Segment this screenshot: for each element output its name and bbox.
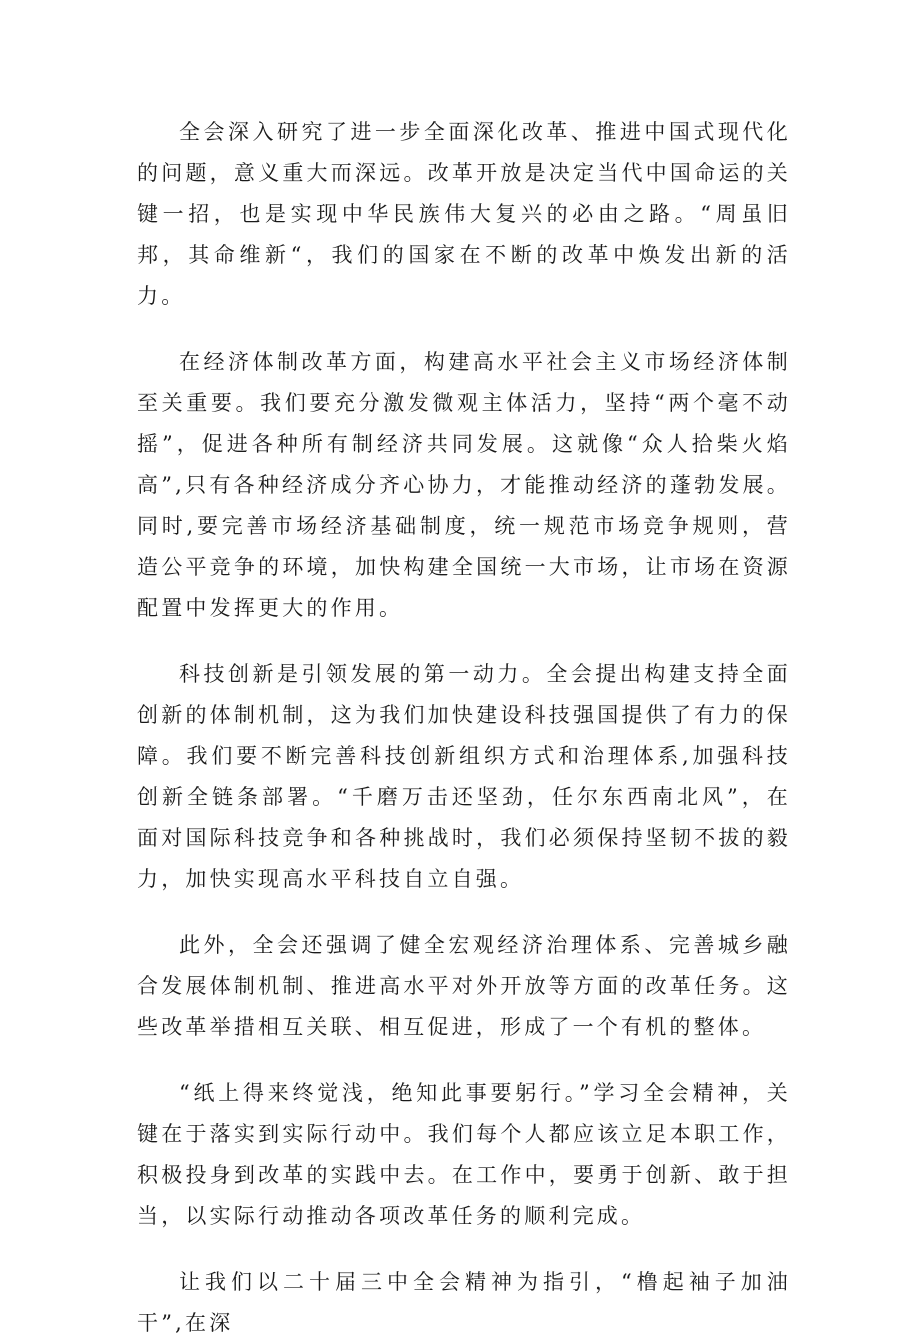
document-body [137,112,791,1344]
paragraph-5: “纸上得来终觉浅，绝知此事要躬行。”学习全会精神，关键在于落实到实际行动中。我们每个人都应该立足本职工作，积极投身到改革的实践中去。在工作中，要勇于创新、敢于担当，以实际行动推动各项改革任务的顺利完成。 [137,1081,791,1228]
paragraph-4: 此外，全会还强调了健全宏观经济治理体系、完善城乡融合发展体制机制、推进高水平对外开放等方面的改革任务。这些改革举措相互关联、相互促进，形成了一个有机的整体。 [137,933,791,1039]
paragraph-3: 科技创新是引领发展的第一动力。全会提出构建支持全面创新的体制机制，这为我们加快建设科技强国提供了有力的保障。我们要不断完善科技创新组织方式和治理体系,加强科技创新全链条部署。“千磨万击还坚劲，任尔东西南北风”，在面对国际科技竞争和各种挑战时，我们必须保持坚韧不拔的毅力，加快实现高水平科技自立自强。 [137,662,791,891]
paragraph-6: 让我们以二十届三中全会精神为指引，“橹起袖子加油干”,在深 [137,1270,791,1335]
paragraph-1: 全会深入研究了进一步全面深化改革、推进中国式现代化的问题，意义重大而深远。改革开放是决定当代中国命运的关键一招，也是实现中华民族伟大复兴的必由之路。“周虽旧邦，其命维新“，我们的国家在不断的改革中焕发出新的活力。 [137,120,791,308]
paragraph-2: 在经济体制改革方面，构建高水平社会主义市场经济体制至关重要。我们要充分激发微观主体活力，坚持“两个毫不动摇”，促进各种所有制经济共同发展。这就像“众人拾柴火焰高”,只有各种经济成分齐心协力，才能推动经济的蓬勃发展。同时,要完善市场经济基础制度，统一规范市场竞争规则，营造公平竞争的环境，加快构建全国统一大市场，让市场在资源配置中发挥更大的作用。 [137,350,791,620]
